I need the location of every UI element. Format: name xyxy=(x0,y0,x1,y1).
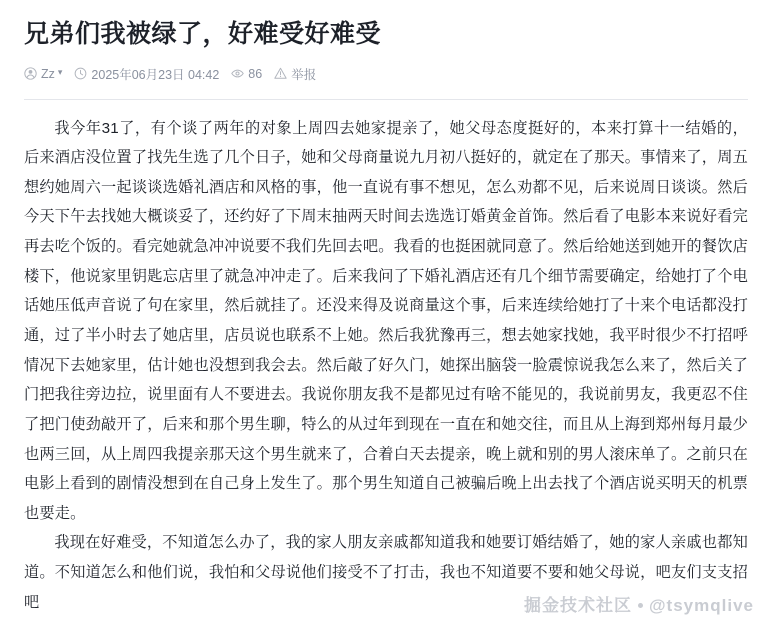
view-count xyxy=(231,67,262,81)
author-info[interactable] xyxy=(24,67,62,81)
view-count-text: 86 xyxy=(248,66,263,81)
publish-date-text: 2025年06月23日 04:42 xyxy=(91,67,220,82)
user-avatar-icon xyxy=(24,67,37,80)
report-label: 举报 xyxy=(291,67,317,82)
article-meta-bar xyxy=(24,65,748,83)
author-name: Zz xyxy=(41,66,55,81)
eye-icon xyxy=(231,67,244,80)
report-button[interactable] xyxy=(274,65,316,83)
chevron-down-icon[interactable]: ▾ xyxy=(57,67,63,77)
publish-date xyxy=(74,65,219,83)
watermark-source: 掘金技术社区 xyxy=(523,596,632,615)
watermark xyxy=(524,591,754,616)
article-paragraph: 我今年31了，有个谈了两年的对象上周四去她家提亲了，她父母态度挺好的，本来打算十一结婚的，后来酒店没位置了找先生选了几个日子，她和父母商量说九月初八挺好的，就定在了那天。事情来了，周五想约她周六一起谈谈选婚礼酒店和风格的事，他一直说有事不想见，怎么劝都不见，后来说周日谈谈。然后今天下午去找她大概谈妥了，还约好了下周末抽两天时间去选选订婚黄金首饰。然后看了电影本来说好看完再去吃个饭的。看完她就急冲冲说要不我们先回去吧。我看的也挺困就同意了。然后给她送到她开的餐饮店楼下，他说家里钥匙忘店里了就急冲冲走了。后来我问了下婚礼酒店还有几个细节需要确定，给她打了个电话她压低声音说了句在家里，然后就挂了。还没来得及说商量这个事，后来连续给她打了十来个电话都没打通，过了半小时去了她店里，店员说也联系不上她。然后我犹豫再三，想去她家找她，我平时很少不打招呼情况下去她家里，估计她也没想到我会去。然后敲了好久门，她探出脑袋一脸震惊说我怎么来了，然后关了门把我往旁边拉，说里面有人不要进去。我说你朋友我不是都见过有啥不能见的，我说前男友，我更忍不住了把门使劲敲开了，后来和那个男生聊，特么的从过年到现在一直在和她交往，而且从上海到郑州每月最少也两三回，从上周四我提亲那天这个男生就来了，合着白天去提亲，晚上就和别的男人滚床单了。之前只在电影上看到的剧情没想到在自己身上发生了。那个男生知道自己被骗后晚上出去找了个酒店说买明天的机票也要走。 xyxy=(24,119,748,522)
article-body xyxy=(24,114,748,618)
watermark-dot-icon xyxy=(638,603,643,608)
page-title: 兄弟们我被绿了，好难受好难受 xyxy=(24,20,382,48)
watermark-handle: @tsymqlive xyxy=(648,596,754,615)
article-paragraph: 我现在好难受，不知道怎么办了，我的家人朋友亲戚都知道我和她要订婚结婚了，她的家人亲戚也都知道。不知道怎么和他们说，我怕和父母说他们接受不了打击，我也不知道要不要和她父母说，吧友们支支招吧 xyxy=(24,534,748,611)
clock-icon xyxy=(74,67,87,80)
warning-icon xyxy=(274,67,287,80)
header-divider xyxy=(24,99,748,100)
